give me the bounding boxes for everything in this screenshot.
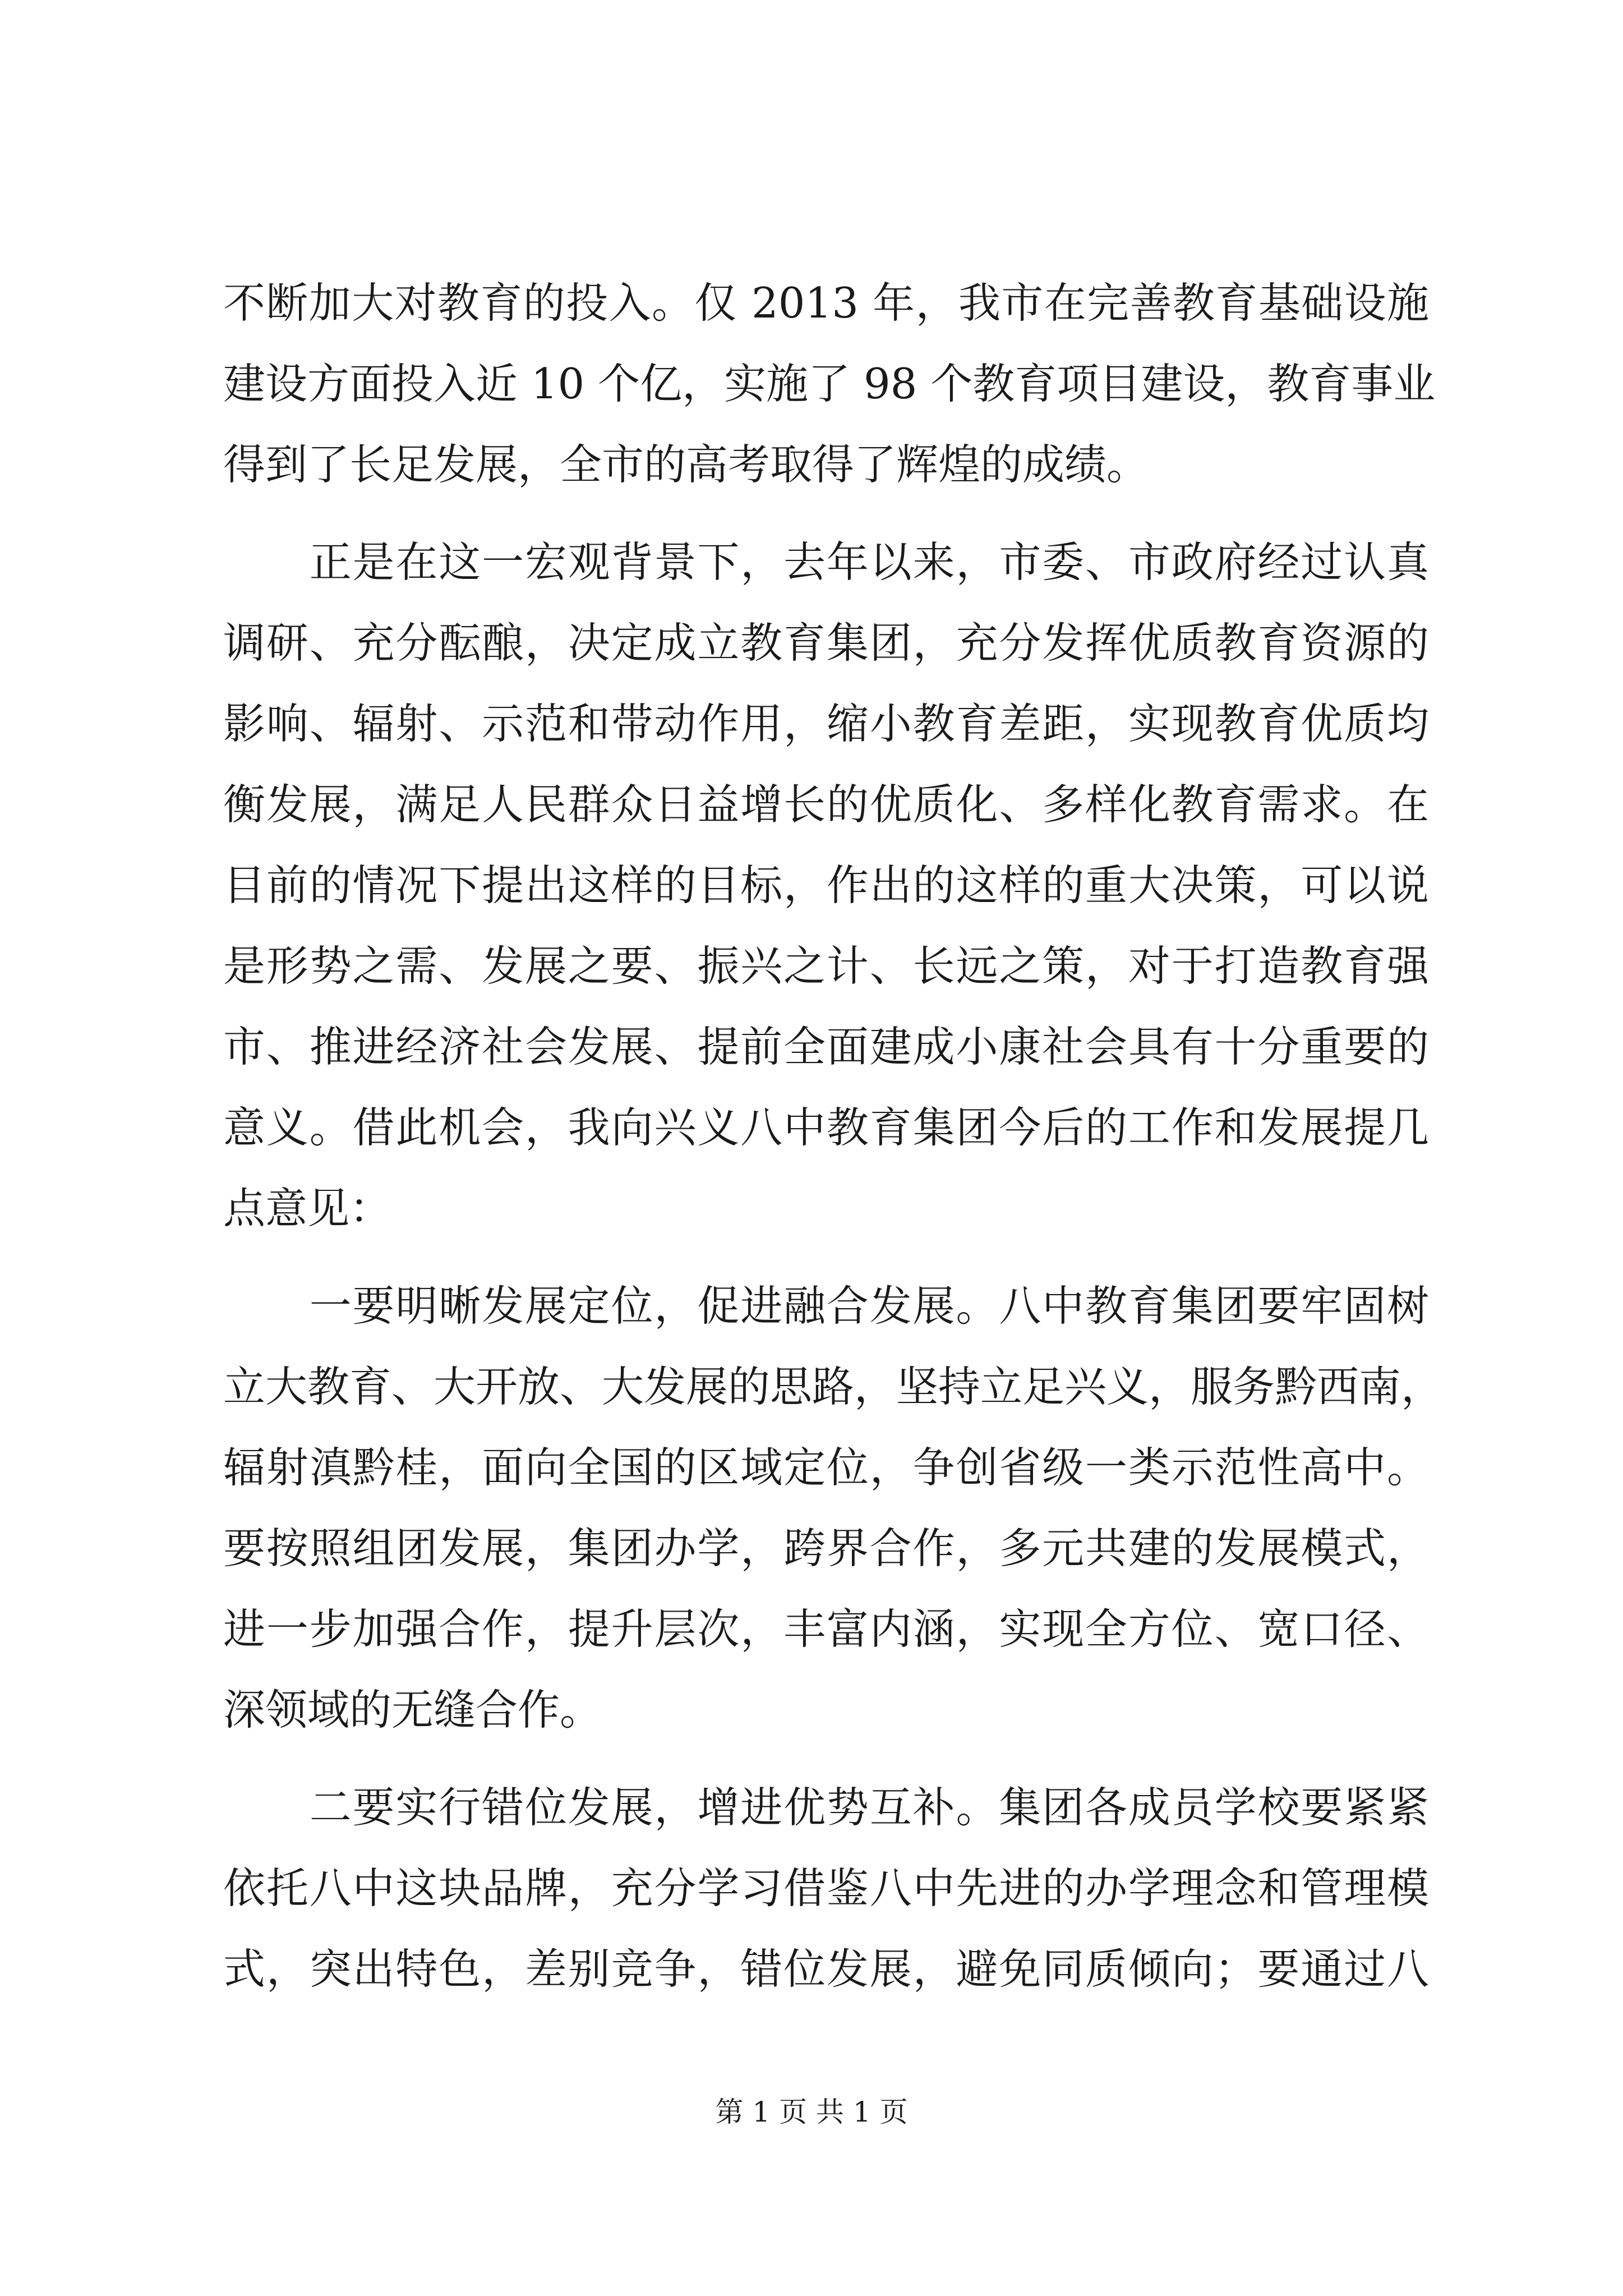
text-line: 一要明晰发展定位，促进融合发展。八中教育集团要牢固树 [223, 1281, 1429, 1331]
text-line: 立大教育、大开放、大发展的思路，坚持立足兴义，服务黔西南， [223, 1362, 1444, 1411]
text-line: 调研、充分酝酿，决定成立教育集团，充分发挥优质教育资源的 [223, 618, 1429, 668]
text-line: 式，突出特色，差别竞争，错位发展，避免同质倾向；要通过八 [223, 1944, 1429, 1994]
text-line: 深领域的无缝合作。 [223, 1685, 602, 1734]
text-line: 不断加大对教育的投入。仅 2013 年，我市在完善教育基础设施 [223, 278, 1429, 328]
text-line: 影响、辐射、示范和带动作用，缩小教育差距，实现教育优质均 [223, 699, 1429, 748]
text-line: 得到了长足发展，全市的高考取得了辉煌的成绩。 [223, 440, 1149, 489]
text-line: 正是在这一宏观背景下，去年以来，市委、市政府经过认真 [223, 537, 1429, 587]
text-line: 目前的情况下提出这样的目标，作出的这样的重大决策，可以说 [223, 861, 1429, 910]
text-line: 进一步加强合作，提升层次，丰富内涵，实现全方位、宽口径、 [223, 1604, 1429, 1654]
text-line: 建设方面投入近 10 个亿，实施了 98 个教育项目建设，教育事业 [223, 359, 1436, 408]
text-line: 依托八中这块品牌，充分学习借鉴八中先进的办学理念和管理模 [223, 1864, 1429, 1913]
document-body [223, 263, 1444, 2009]
text-line: 点意见： [223, 1184, 392, 1233]
page-number-footer: 第 1 页 共 1 页 [715, 2096, 908, 2128]
text-line: 二要实行错位发展，增进优势互补。集团各成员学校要紧紧 [223, 1783, 1429, 1832]
text-line: 市、推进经济社会发展、提前全面建成小康社会具有十分重要的 [223, 1022, 1429, 1071]
text-line: 衡发展，满足人民群众日益增长的优质化、多样化教育需求。在 [223, 780, 1429, 829]
text-line: 是形势之需、发展之要、振兴之计、长远之策，对于打造教育强 [223, 941, 1429, 991]
text-line: 要按照组团发展，集团办学，跨界合作，多元共建的发展模式， [223, 1524, 1429, 1573]
text-line: 辐射滇黔桂，面向全国的区域定位，争创省级一类示范性高中。 [223, 1443, 1429, 1492]
text-line: 意义。借此机会，我向兴义八中教育集团今后的工作和发展提几 [223, 1103, 1429, 1152]
